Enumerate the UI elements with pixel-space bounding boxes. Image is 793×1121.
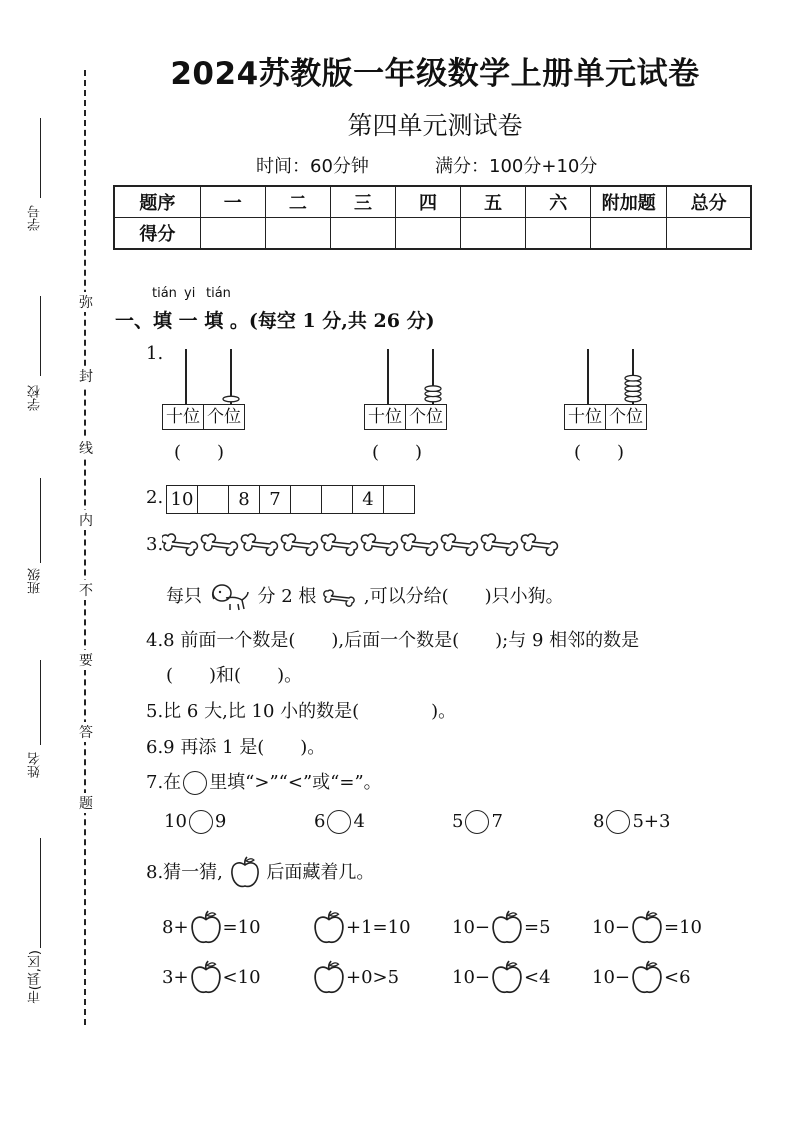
score-cell[interactable]	[591, 218, 667, 250]
bone-icon	[162, 534, 197, 555]
number-cell[interactable]: 4	[353, 486, 384, 513]
page-subtitle: 第四单元测试卷	[347, 111, 523, 140]
seal-char: 要	[78, 650, 94, 670]
question-3-text-c: ,可以分给( )只小狗。	[363, 586, 564, 607]
compare-right: 5+3	[632, 811, 671, 832]
apple-icon[interactable]	[312, 960, 346, 996]
seal-char: 线	[78, 438, 94, 458]
compare-circle-input[interactable]	[327, 810, 351, 834]
number-cell[interactable]	[384, 486, 414, 513]
apple-equation	[452, 910, 551, 946]
tens-place-label: 十位	[368, 407, 402, 427]
question-3-label: 3.	[146, 534, 164, 555]
compare-left: 6	[314, 811, 326, 832]
compare-circle-input[interactable]	[465, 810, 489, 834]
seal-char: 封	[78, 366, 94, 386]
equation-pre: 10−	[452, 917, 490, 938]
compare-item	[593, 810, 670, 834]
compare-item	[452, 810, 503, 834]
seal-char: 不	[78, 580, 94, 600]
question-7-text-a: 7.在	[146, 772, 182, 793]
score-cell[interactable]	[200, 218, 265, 250]
number-cell[interactable]	[198, 486, 229, 513]
score-cell[interactable]	[667, 218, 751, 250]
section-heading: 一、填 一 填 。(每空 1 分,共 26 分)	[115, 310, 435, 332]
question-8-text-b: 后面藏着几。	[266, 862, 375, 883]
class-label: 班级	[28, 568, 43, 594]
score-header-cell: 三	[330, 186, 395, 218]
number-cell[interactable]: 8	[229, 486, 260, 513]
tens-place-label: 十位	[166, 407, 200, 427]
seal-char: 题	[78, 793, 94, 813]
equation-pre: 3+	[162, 967, 189, 988]
apple-inequality	[162, 960, 261, 996]
city-label: 市(县,区)	[28, 950, 43, 1004]
abacus-bead	[425, 386, 441, 392]
question-8	[146, 856, 374, 890]
apple-icon[interactable]	[630, 910, 664, 946]
school-line	[40, 296, 41, 376]
question-3-text-b: 分 2 根	[257, 586, 317, 607]
apple-equation	[312, 910, 411, 946]
score-header-cell: 题序	[114, 186, 200, 218]
apple-icon	[229, 856, 261, 890]
apple-icon[interactable]	[490, 910, 524, 946]
compare-circle-input[interactable]	[606, 810, 630, 834]
score-header-cell: 四	[395, 186, 460, 218]
score-header-cell: 附加题	[591, 186, 667, 218]
score-header-cell: 二	[265, 186, 330, 218]
bone-icon	[521, 534, 557, 555]
bone-icon	[441, 534, 477, 555]
bone-icon	[361, 534, 397, 555]
equation-post: <6	[664, 967, 691, 988]
number-cell[interactable]: 7	[260, 486, 291, 513]
seal-char: 答	[78, 722, 94, 742]
equation-pre: 10−	[592, 917, 630, 938]
seal-dashed-line	[84, 70, 86, 1025]
question-7-text-b: 里填“>”“<”或“=”。	[209, 772, 382, 793]
question-3-text	[166, 582, 564, 612]
equation-pre: 10−	[452, 967, 490, 988]
question-6: 6.9 再添 1 是( )。	[146, 737, 326, 758]
compare-circle-icon	[183, 771, 207, 795]
score-header-cell: 一	[200, 186, 265, 218]
apple-inequality	[592, 960, 691, 996]
compare-right: 9	[214, 811, 227, 832]
equation-post: <10	[222, 967, 261, 988]
name-label: 姓名	[28, 752, 43, 778]
ones-place-label: 个位	[203, 405, 244, 429]
bone-icon	[401, 534, 437, 555]
equation-pre: 8+	[162, 917, 189, 938]
apple-equation	[592, 910, 702, 946]
answer-blank[interactable]: ( )	[174, 442, 225, 463]
abacus-bead	[223, 396, 239, 402]
compare-item	[164, 810, 226, 834]
question-2-label: 2.	[146, 487, 164, 508]
number-cell[interactable]	[322, 486, 353, 513]
equation-post: +0>5	[346, 967, 400, 988]
pinyin: yi	[184, 286, 196, 301]
exam-time: 时间：60分钟	[256, 156, 369, 177]
score-cell[interactable]	[526, 218, 591, 250]
equation-pre: 10−	[592, 967, 630, 988]
bone-icon	[241, 534, 277, 555]
compare-circle-input[interactable]	[189, 810, 213, 834]
apple-icon[interactable]	[490, 960, 524, 996]
name-line	[40, 660, 41, 745]
apple-inequality	[452, 960, 551, 996]
score-cell[interactable]	[461, 218, 526, 250]
puppy-icon	[208, 582, 252, 612]
question-7	[146, 768, 382, 795]
question-5: 5.比 6 大,比 10 小的数是( )。	[146, 701, 457, 722]
exam-full-score: 满分：100分+10分	[435, 156, 598, 177]
compare-left: 8	[593, 811, 605, 832]
answer-blank[interactable]: ( )	[372, 442, 423, 463]
score-row-label: 得分	[114, 218, 200, 250]
bone-icon	[321, 534, 357, 555]
score-cell[interactable]	[330, 218, 395, 250]
bone-row	[162, 530, 572, 558]
answer-blank[interactable]: ( )	[574, 442, 625, 463]
class-line	[40, 478, 41, 563]
ones-place-label: 个位	[405, 405, 446, 429]
question-4-line-2: ( )和( )。	[166, 665, 303, 686]
compare-left: 5	[452, 811, 464, 832]
question-3-text-a: 每只	[166, 586, 202, 607]
compare-right: 4	[353, 811, 365, 832]
ones-place-label: 个位	[605, 405, 646, 429]
equation-post: =10	[222, 917, 261, 938]
bone-icon	[322, 587, 358, 607]
student-id-label: 学号	[28, 205, 43, 231]
school-label: 学校	[28, 385, 43, 411]
seal-char: 弥	[78, 292, 94, 312]
bone-icon	[281, 534, 317, 555]
number-sequence-row	[166, 485, 415, 514]
equation-post: =5	[524, 917, 551, 938]
page-title: 2024苏教版一年级数学上册单元试卷	[170, 56, 700, 92]
number-cell[interactable]	[291, 486, 322, 513]
number-cell[interactable]: 10	[167, 486, 198, 513]
compare-right: 7	[491, 811, 503, 832]
abacus-rods	[160, 345, 660, 405]
apple-inequality	[312, 960, 399, 996]
score-header-cell: 五	[461, 186, 526, 218]
question-1-label: 1.	[146, 343, 164, 364]
apple-icon[interactable]	[312, 910, 346, 946]
apple-icon[interactable]	[630, 960, 664, 996]
apple-icon[interactable]	[189, 910, 223, 946]
score-header-cell: 总分	[667, 186, 751, 218]
question-8-text-a: 8.猜一猜,	[146, 862, 223, 883]
bone-icon	[201, 534, 237, 555]
pinyin: tián	[206, 286, 231, 301]
bone-icon	[481, 534, 517, 555]
equation-post: <4	[524, 967, 551, 988]
place-value-box	[162, 404, 245, 430]
score-table-score-row	[114, 218, 751, 250]
place-value-box	[564, 404, 647, 430]
tens-place-label: 十位	[568, 407, 602, 427]
compare-left: 10	[164, 811, 187, 832]
city-line	[40, 838, 41, 948]
pinyin: tián	[152, 286, 177, 301]
equation-post: +1=10	[346, 917, 411, 938]
place-value-box	[364, 404, 447, 430]
score-cell[interactable]	[265, 218, 330, 250]
score-table-header-row	[114, 186, 751, 218]
question-4-line-1: 4.8 前面一个数是( ),后面一个数是( );与 9 相邻的数是	[146, 630, 640, 651]
apple-icon[interactable]	[189, 960, 223, 996]
score-table	[113, 185, 752, 250]
equation-post: =10	[664, 917, 702, 938]
score-header-cell: 六	[526, 186, 591, 218]
compare-item	[314, 810, 365, 834]
apple-equation	[162, 910, 261, 946]
seal-char: 内	[78, 510, 94, 530]
score-cell[interactable]	[395, 218, 460, 250]
abacus-bead	[625, 375, 641, 381]
